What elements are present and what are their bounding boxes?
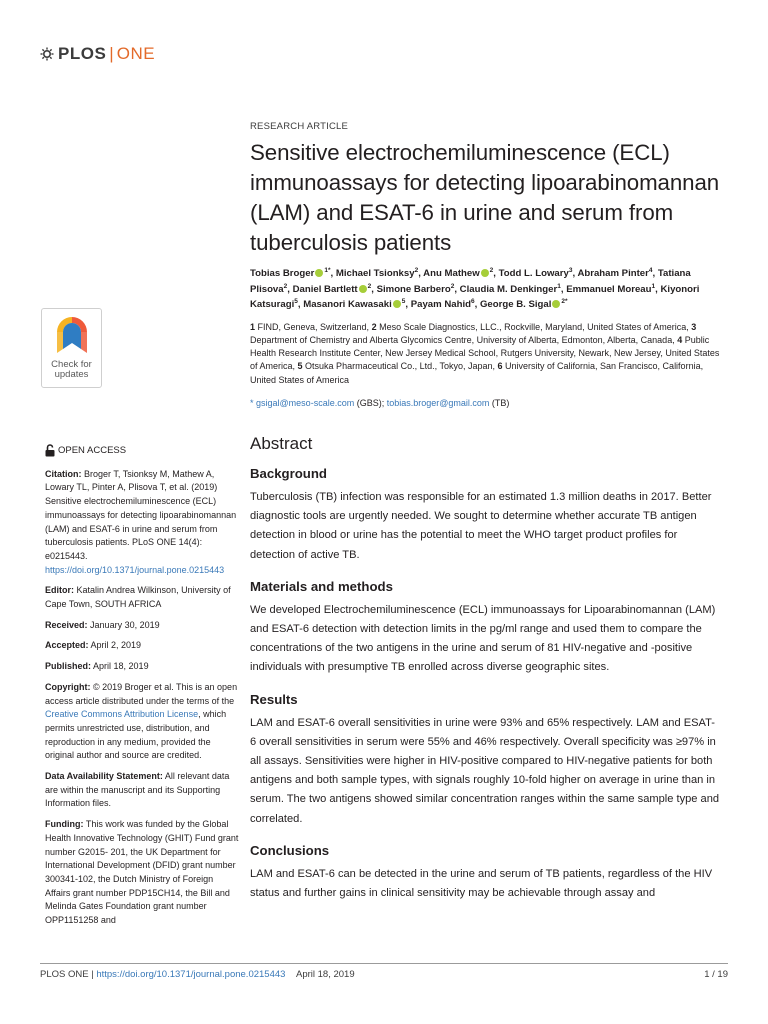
corr-email-1[interactable]: gsigal@meso-scale.com	[256, 397, 355, 408]
corr-mark: *	[250, 397, 254, 408]
accepted-block	[45, 639, 240, 653]
author-name: Daniel Bartlett	[292, 283, 358, 295]
article-type: RESEARCH ARTICLE	[250, 121, 349, 132]
author-list	[250, 266, 720, 313]
affiliation-text: University of California, San Francisco, California, United States of America	[250, 361, 704, 385]
author	[423, 268, 498, 279]
author-corr-mark: *	[327, 266, 331, 274]
received-label: Received:	[45, 619, 88, 630]
citation-block	[45, 468, 240, 578]
abstract-heading: Abstract	[250, 433, 313, 453]
citation-text: Broger T, Tsionksy M, Mathew A, Lowary TL, Pinter A, Plisova T, et al. (2019) Sensitive electrochemiluminescence (ECL) immunoassays for detecting lipoarabinomannan (LAM) and ESAT-6 in urine and serum from tuberculosis patients. PLoS ONE 14(4): e0215443.	[45, 468, 237, 561]
author-name: Anu Mathew	[423, 268, 480, 279]
affiliation-text: Department of Chemistry and Alberta Glycomics Centre, University of Alberta, Edmonton, Alberta, Canada,	[250, 334, 678, 345]
footer-date: April 18, 2019	[296, 969, 355, 980]
author	[480, 299, 568, 310]
author	[499, 268, 578, 279]
accepted-label: Accepted:	[45, 640, 89, 651]
author-name: Kiyonori Katsuragi	[250, 283, 700, 310]
author	[411, 299, 480, 310]
author-name: Tobias Broger	[250, 268, 315, 279]
author-affiliation-ref: 1	[557, 282, 561, 290]
article-title: Sensitive electrochemiluminescence (ECL) immunoassays for detecting lipoarabinomannan (LAM) and ESAT-6 in urine and serum from tuberculosis patients	[250, 140, 720, 255]
author-name: Abraham Pinter	[577, 268, 649, 279]
author	[293, 284, 377, 295]
editor-block	[45, 584, 240, 611]
open-access-label	[45, 444, 240, 458]
affiliation-text: Public Health Research Institute Center, New Jersey Medical School, Rutgers University, Newark, New Jersey, United States of America,	[250, 334, 720, 372]
citation-doi-link[interactable]: https://doi.org/10.1371/journal.pone.0215443	[45, 564, 225, 575]
badge-line-2: updates	[54, 369, 89, 380]
affiliations	[250, 321, 720, 387]
author-affiliation-ref: 5	[401, 297, 406, 305]
editor-label: Editor:	[45, 585, 74, 596]
check-for-updates-icon	[55, 315, 89, 355]
author-name: Todd L. Lowary	[498, 268, 569, 279]
footer-rule	[40, 963, 728, 964]
editor-text: Katalin Andrea Wilkinson, University of Cape Town, SOUTH AFRICA	[45, 585, 231, 610]
logo-plos-text: PLOS	[58, 44, 107, 63]
abstract-section-results	[250, 692, 720, 829]
data-availability-text: All relevant data are within the manuscript and its Supporting Information files.	[45, 771, 230, 809]
author-name: George B. Sigal	[479, 299, 552, 310]
author	[460, 284, 567, 295]
author-separator: ,	[330, 268, 336, 279]
published-label: Published:	[45, 661, 92, 672]
author	[377, 284, 460, 295]
citation-label: Citation:	[45, 468, 82, 479]
author-affiliation-ref: 1	[651, 282, 656, 290]
plos-logo-icon	[40, 47, 54, 61]
author-separator: ,	[405, 299, 411, 310]
author-affiliation-ref: 2	[450, 282, 455, 290]
section-heading: Materials and methods	[250, 578, 393, 594]
corr-email-2[interactable]: tobias.broger@gmail.com	[386, 397, 490, 408]
received-date: January 30, 2019	[90, 619, 160, 630]
corr-text-1: (GBS);	[354, 397, 387, 408]
section-text: LAM and ESAT-6 can be detected in the urine and serum of TB patients, regardless of the HIV status and further gains in clinical sensitivity may be achievable through assay and	[250, 867, 713, 900]
journal-logo	[40, 44, 155, 64]
footer-doi-link[interactable]: https://doi.org/10.1371/journal.pone.0215443	[96, 969, 286, 980]
author-separator: ,	[418, 268, 424, 279]
orcid-icon[interactable]	[552, 300, 560, 308]
page-footer	[40, 969, 355, 980]
article-info-sidebar	[45, 444, 240, 935]
badge-line-1: Check for	[51, 359, 92, 370]
section-text: We developed Electrochemiluminescence (ECL) immunoassays for Lipoarabinomannan (LAM) and ESAT-6 detection with detection limits in the pg/ml range and used them to compare the concentrations of the two antigens in the urine and serum of 81 HIV-negative and -positive individuals with presumptive TB enrolled across diverse geographic sites.	[250, 603, 716, 674]
author-separator: ,	[371, 283, 377, 295]
author	[336, 268, 423, 279]
affiliation-number: 2	[371, 321, 377, 332]
affiliation-text: Meso Scale Diagnostics, LLC., Rockville, Maryland, United States of America,	[376, 321, 692, 332]
affiliation-number: 6	[497, 361, 503, 372]
affiliation-text: Otsuka Pharmaceutical Co., Ltd., Tokyo, Japan,	[302, 361, 498, 372]
affiliation-number: 3	[691, 321, 697, 332]
published-block	[45, 660, 240, 674]
funding-text: This work was funded by the Global Health Innovative Technology (GHIT) Fund grant number G2015- 201, the UK Department for International Development (DFID) grant number 300341-102, the Dutch Ministry of Foreign Affairs grant number PDP15CH14, the Bill and Melinda Gates Foundation grant number OPP1151258 and	[45, 819, 239, 926]
author-affiliation-ref: 5	[294, 297, 298, 305]
abstract-section-methods	[250, 579, 720, 678]
author	[303, 299, 411, 310]
author-affiliation-ref: 6	[470, 297, 475, 305]
author-affiliation-ref: 3	[568, 266, 573, 274]
funding-block	[45, 818, 240, 928]
open-lock-icon	[45, 444, 55, 457]
section-heading: Results	[250, 691, 298, 707]
corr-text-2: (TB)	[489, 397, 510, 408]
affiliation-number: 4	[677, 334, 683, 345]
author-affiliation-ref: 2	[283, 282, 288, 290]
abstract-section-background	[250, 466, 720, 565]
logo-separator: |	[109, 44, 114, 63]
author-affiliation-ref: 2	[561, 297, 566, 305]
author-corr-mark: *	[565, 297, 568, 305]
author-affiliation-ref: 2	[367, 282, 372, 290]
copyright-label: Copyright:	[45, 681, 91, 692]
copyright-text-2: , which permits unrestricted use, distribution, and reproduction in any medium, provided the original author and source are credited.	[45, 709, 227, 761]
author-separator: ,	[454, 283, 460, 295]
orcid-icon[interactable]	[359, 285, 367, 293]
data-availability-label: Data Availability Statement:	[45, 771, 163, 782]
published-date: April 18, 2019	[93, 661, 149, 672]
page-number: 1 / 19	[704, 969, 728, 980]
affiliation-number: 1	[250, 321, 256, 332]
author-name: Michael Tsionksy	[335, 268, 415, 279]
funding-label: Funding:	[45, 819, 84, 830]
orcid-icon[interactable]	[315, 269, 323, 277]
received-block	[45, 619, 240, 633]
open-access-text: OPEN ACCESS	[58, 445, 127, 456]
section-text: Tuberculosis (TB) infection was responsible for an estimated 1.3 million deaths in 2017. Better diagnostic tools are urgently needed. We sought to determine whether accurate TB antigen detection in blood or urine has the potential to meet the WHO target product profiles for detection of active TB.	[250, 490, 712, 561]
author-affiliation-ref: 2	[489, 266, 494, 274]
section-heading: Background	[250, 465, 327, 481]
author-name: Masanori Kawasaki	[303, 299, 392, 310]
author-separator: ,	[287, 283, 293, 295]
author	[577, 268, 657, 279]
author-separator: ,	[652, 268, 658, 279]
accepted-date: April 2, 2019	[90, 640, 142, 651]
author-separator: ,	[560, 283, 567, 295]
author-affiliation-ref: 2	[414, 266, 419, 274]
section-text: LAM and ESAT-6 overall sensitivities in urine were 93% and 65% respectively. LAM and ESAT-6 overall sensitivities in serum were 55% and 46% respectively. Overall specificity was ≥97% in all assays. Sensitivities were higher in HIV-positive compared to HIV-negative patients for both antigens and both sample types, with signals roughly 10-fold higher on average in urine than in serum. The two antigens showed similar concentration ranges within the same sample type and correlated.	[250, 716, 720, 825]
author-name: Claudia M. Denkinger	[459, 283, 558, 295]
author-separator: ,	[655, 283, 661, 295]
author-name: Tatiana Plisova	[250, 268, 691, 295]
author-separator: ,	[297, 299, 304, 310]
author-name: Payam Nahid	[410, 299, 471, 310]
logo-one-text: ONE	[116, 44, 156, 63]
author-separator: ,	[474, 299, 480, 310]
orcid-icon[interactable]	[481, 269, 489, 277]
author-affiliation-ref: 4	[648, 266, 653, 274]
author-name: Emmanuel Moreau	[566, 283, 652, 295]
correspondence	[250, 397, 720, 410]
author-separator: ,	[493, 268, 499, 279]
license-link[interactable]: Creative Commons Attribution License	[45, 709, 199, 720]
footer-journal: PLOS ONE |	[40, 969, 97, 980]
check-for-updates-badge[interactable]	[41, 308, 102, 388]
abstract-section-conclusions	[250, 843, 720, 903]
author	[250, 268, 336, 279]
data-availability-block	[45, 770, 240, 811]
affiliation-number: 5	[297, 361, 303, 372]
copyright-block	[45, 681, 240, 763]
affiliation-text: FIND, Geneva, Switzerland,	[255, 321, 372, 332]
article-main	[250, 121, 720, 917]
abstract-sections	[250, 466, 720, 903]
copyright-text-1: © 2019 Broger et al. This is an open access article distributed under the terms of the	[45, 681, 238, 706]
section-heading: Conclusions	[250, 842, 330, 858]
author	[566, 284, 660, 295]
orcid-icon[interactable]	[393, 300, 401, 308]
author-affiliation-ref: 1	[324, 266, 328, 274]
author-separator: ,	[572, 268, 578, 279]
author-name: Simone Barbero	[376, 283, 451, 295]
